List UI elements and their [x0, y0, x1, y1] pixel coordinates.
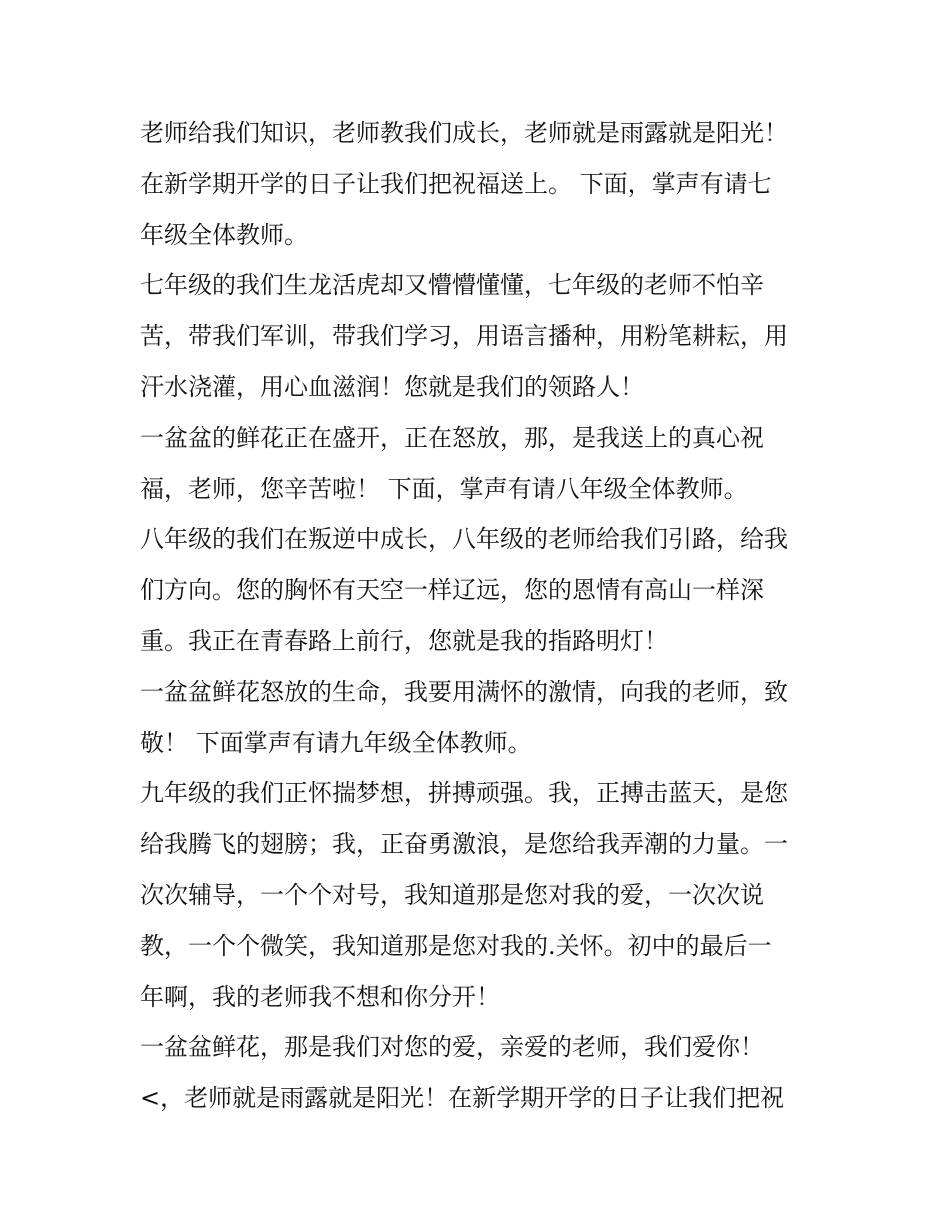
text-line: 敬！ 下面掌声有请九年级全体教师。 — [140, 728, 532, 757]
text-line: 一盆盆的鲜花正在盛开，正在怒放，那，是我送上的真心祝 — [140, 423, 764, 452]
text-line: 一盆盆鲜花怒放的生命，我要用满怀的激情，向我的老师，致 — [140, 677, 788, 706]
text-line: 九年级的我们正怀揣梦想，拼搏顽强。我，正搏击蓝天，是您 — [140, 779, 788, 808]
text-line: 八年级的我们在叛逆中成长，八年级的老师给我们引路，给我 — [140, 525, 788, 554]
text-line: 苦，带我们军训，带我们学习，用语言播种，用粉笔耕耘，用 — [140, 322, 788, 351]
text-line: 汗水浇灌，用心血滋润！您就是我们的领路人！ — [140, 372, 644, 401]
text-line: 七年级的我们生龙活虎却又懵懵懂懂，七年级的老师不怕辛 — [140, 271, 764, 300]
text-line: <，老师就是雨露就是阳光！在新学期开学的日子让我们把祝 — [140, 1084, 785, 1113]
text-line: 年啊，我的老师我不想和你分开！ — [140, 982, 500, 1011]
text-line: 给我腾飞的翅膀；我，正奋勇激浪，是您给我弄潮的力量。一 — [140, 830, 788, 859]
text-line: 福，老师，您辛苦啦！ 下面，掌声有请八年级全体教师。 — [140, 474, 748, 503]
text-line: 老师给我们知识，老师教我们成长，老师就是雨露就是阳光！ — [140, 119, 788, 147]
text-line: 重。我正在青春路上前行，您就是我的指路明灯！ — [140, 626, 668, 655]
text-line: 在新学期开学的日子让我们把祝福送上。 下面，掌声有请七 — [140, 169, 772, 198]
document-body — [140, 108, 820, 1124]
text-line: 们方向。您的胸怀有天空一样辽远，您的恩情有高山一样深 — [140, 576, 764, 605]
text-line: 次次辅导，一个个对号，我知道那是您对我的爱，一次次说 — [140, 880, 764, 909]
text-line: 教，一个个微笑，我知道那是您对我的.关怀。初中的最后一 — [140, 931, 772, 960]
text-line: 年级全体教师。 — [140, 220, 308, 249]
text-line: 一盆盆鲜花，那是我们对您的爱，亲爱的老师，我们爱你！ — [140, 1033, 764, 1062]
